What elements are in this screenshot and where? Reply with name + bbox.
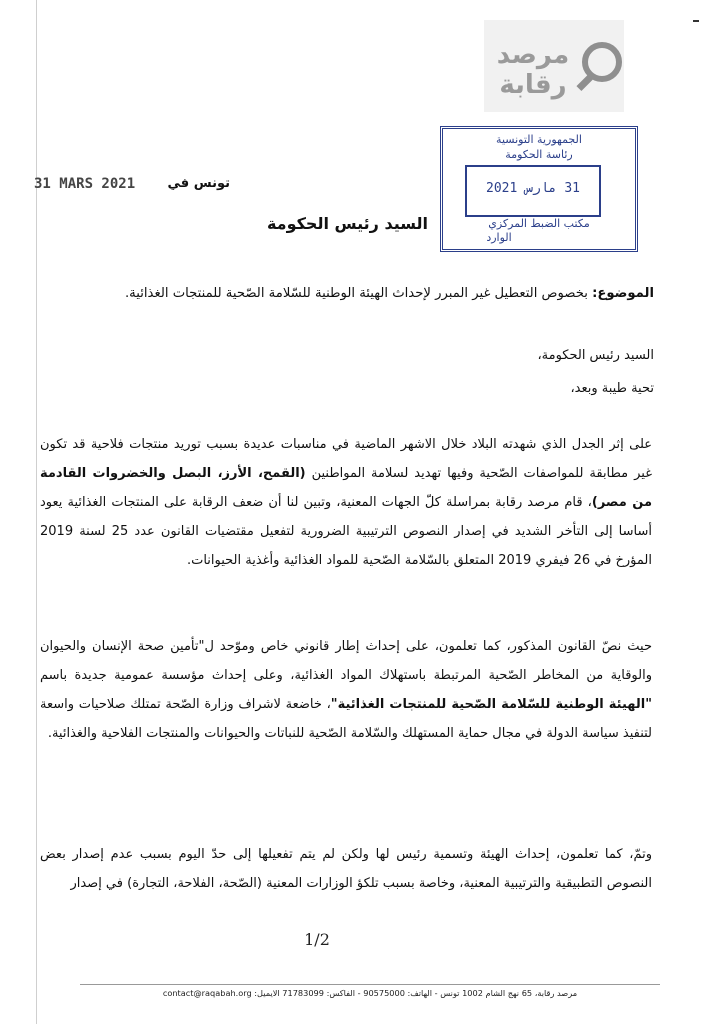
footer-divider	[80, 984, 660, 985]
stamp-line-2: رئاسة الحكومة	[505, 148, 573, 161]
paragraph-1-bold: (القمح، الأرز، البصل والخضروات القادمة من مصر)	[40, 466, 652, 510]
subject-label: الموضوع:	[592, 286, 654, 301]
page-number: 1/2	[304, 930, 330, 949]
place-label: تونس في	[167, 176, 230, 191]
subject-text: بخصوص التعطيل غير المبرر لإحداث الهيئة الوطنية للسّلامة الصّحية للمنتجات الغذائية.	[124, 286, 593, 301]
greeting-line-2: تحية طيبة وبعد،	[570, 381, 654, 396]
logo-text-line1: مرصد	[496, 40, 570, 70]
paragraph-2-bold: "الهيئة الوطنية للسّلامة الصّحية للمنتجات الغذائية"	[330, 697, 652, 712]
paragraph-2-part-2: ، خاضعة لاشراف وزارة الصّحة تمتلك صلاحيات واسعة لتنفيذ سياسة الدولة في مجال حماية المستهلك والسّلامة الصّحية للنباتات والحيوانات والمنتجات الفلاحية والغذائية.	[40, 697, 652, 741]
stamp-line-4: الوارد	[486, 231, 512, 244]
greeting-line-1: السيد رئيس الحكومة،	[537, 348, 654, 363]
date-stamp: 31 MARS 2021	[34, 176, 136, 192]
stamp-date: 31 مارس 2021	[486, 181, 580, 196]
organization-logo	[484, 20, 624, 112]
subject-line	[40, 286, 654, 301]
scan-edge-line	[36, 0, 37, 1024]
footer-contact: مرصد رقابة، 65 نهج الشام 1002 تونس - الهاتف: 90575000 - الفاكس: 71783099 الايميل: contact@raqabah.org	[162, 988, 578, 998]
paragraph-2	[40, 632, 652, 748]
stamp-date-box	[465, 165, 601, 217]
stamp-line-1: الجمهورية التونسية	[496, 133, 582, 146]
stamp-line-3: مكتب الضبط المركزي	[488, 217, 590, 230]
paragraph-1-part-2: ، قام مرصد رقابة بمراسلة كلّ الجهات المعنية، وتبين لنا أن ضعف الرقابة على المنتجات الغذائية يعود أساسا إلى التأخر الشديد في إصدار النصوص الترتيبية الضرورية لتفعيل مقتضيات القانون عدد 25 لسنة 2019 المؤرخ في 26 فيفري 2019 المتعلق بالسّلامة الصّحية للمواد الغذائية وأغذية الحيوانات.	[40, 495, 653, 568]
reception-stamp	[440, 126, 638, 252]
logo-text-line2: رقابة	[499, 70, 567, 100]
addressee-title: السيد رئيس الحكومة	[266, 214, 428, 233]
paragraph-3: وتمّ، كما تعلمون، إحداث الهيئة وتسمية رئيس لها ولكن لم يتم تفعيلها إلى حدّ اليوم بسبب عدم إصدار بعض النصوص التطبيقية والترتيبية المعنية، وخاصة بسبب تلكؤ الوزارات المعنية (الصّحة، الفلاحة، التجارة) في إصدار	[40, 847, 652, 891]
paragraph-2-part-1: حيث نصّ القانون المذكور، كما تعلمون، على إحداث إطار قانوني خاص وموّحد ل"تأمين صحة الإنسان والحيوان والوقاية من المخاطر الصّحية المرتبطة باستهلاك المواد الغذائية، وعلى إحداث مؤسسة عمومية جديدة باسم	[40, 639, 652, 683]
paragraph-1	[40, 430, 652, 575]
scan-mark	[693, 20, 699, 22]
paragraph-1-part-1: على إثر الجدل الذي شهدته البلاد خلال الاشهر الماضية في مناسبات عديدة بسبب توريد منتجات فلاحية قد تكون غير مطابقة للمواصفات الصّحية وفيها تهديد لسلامة المواطنين	[40, 437, 652, 481]
